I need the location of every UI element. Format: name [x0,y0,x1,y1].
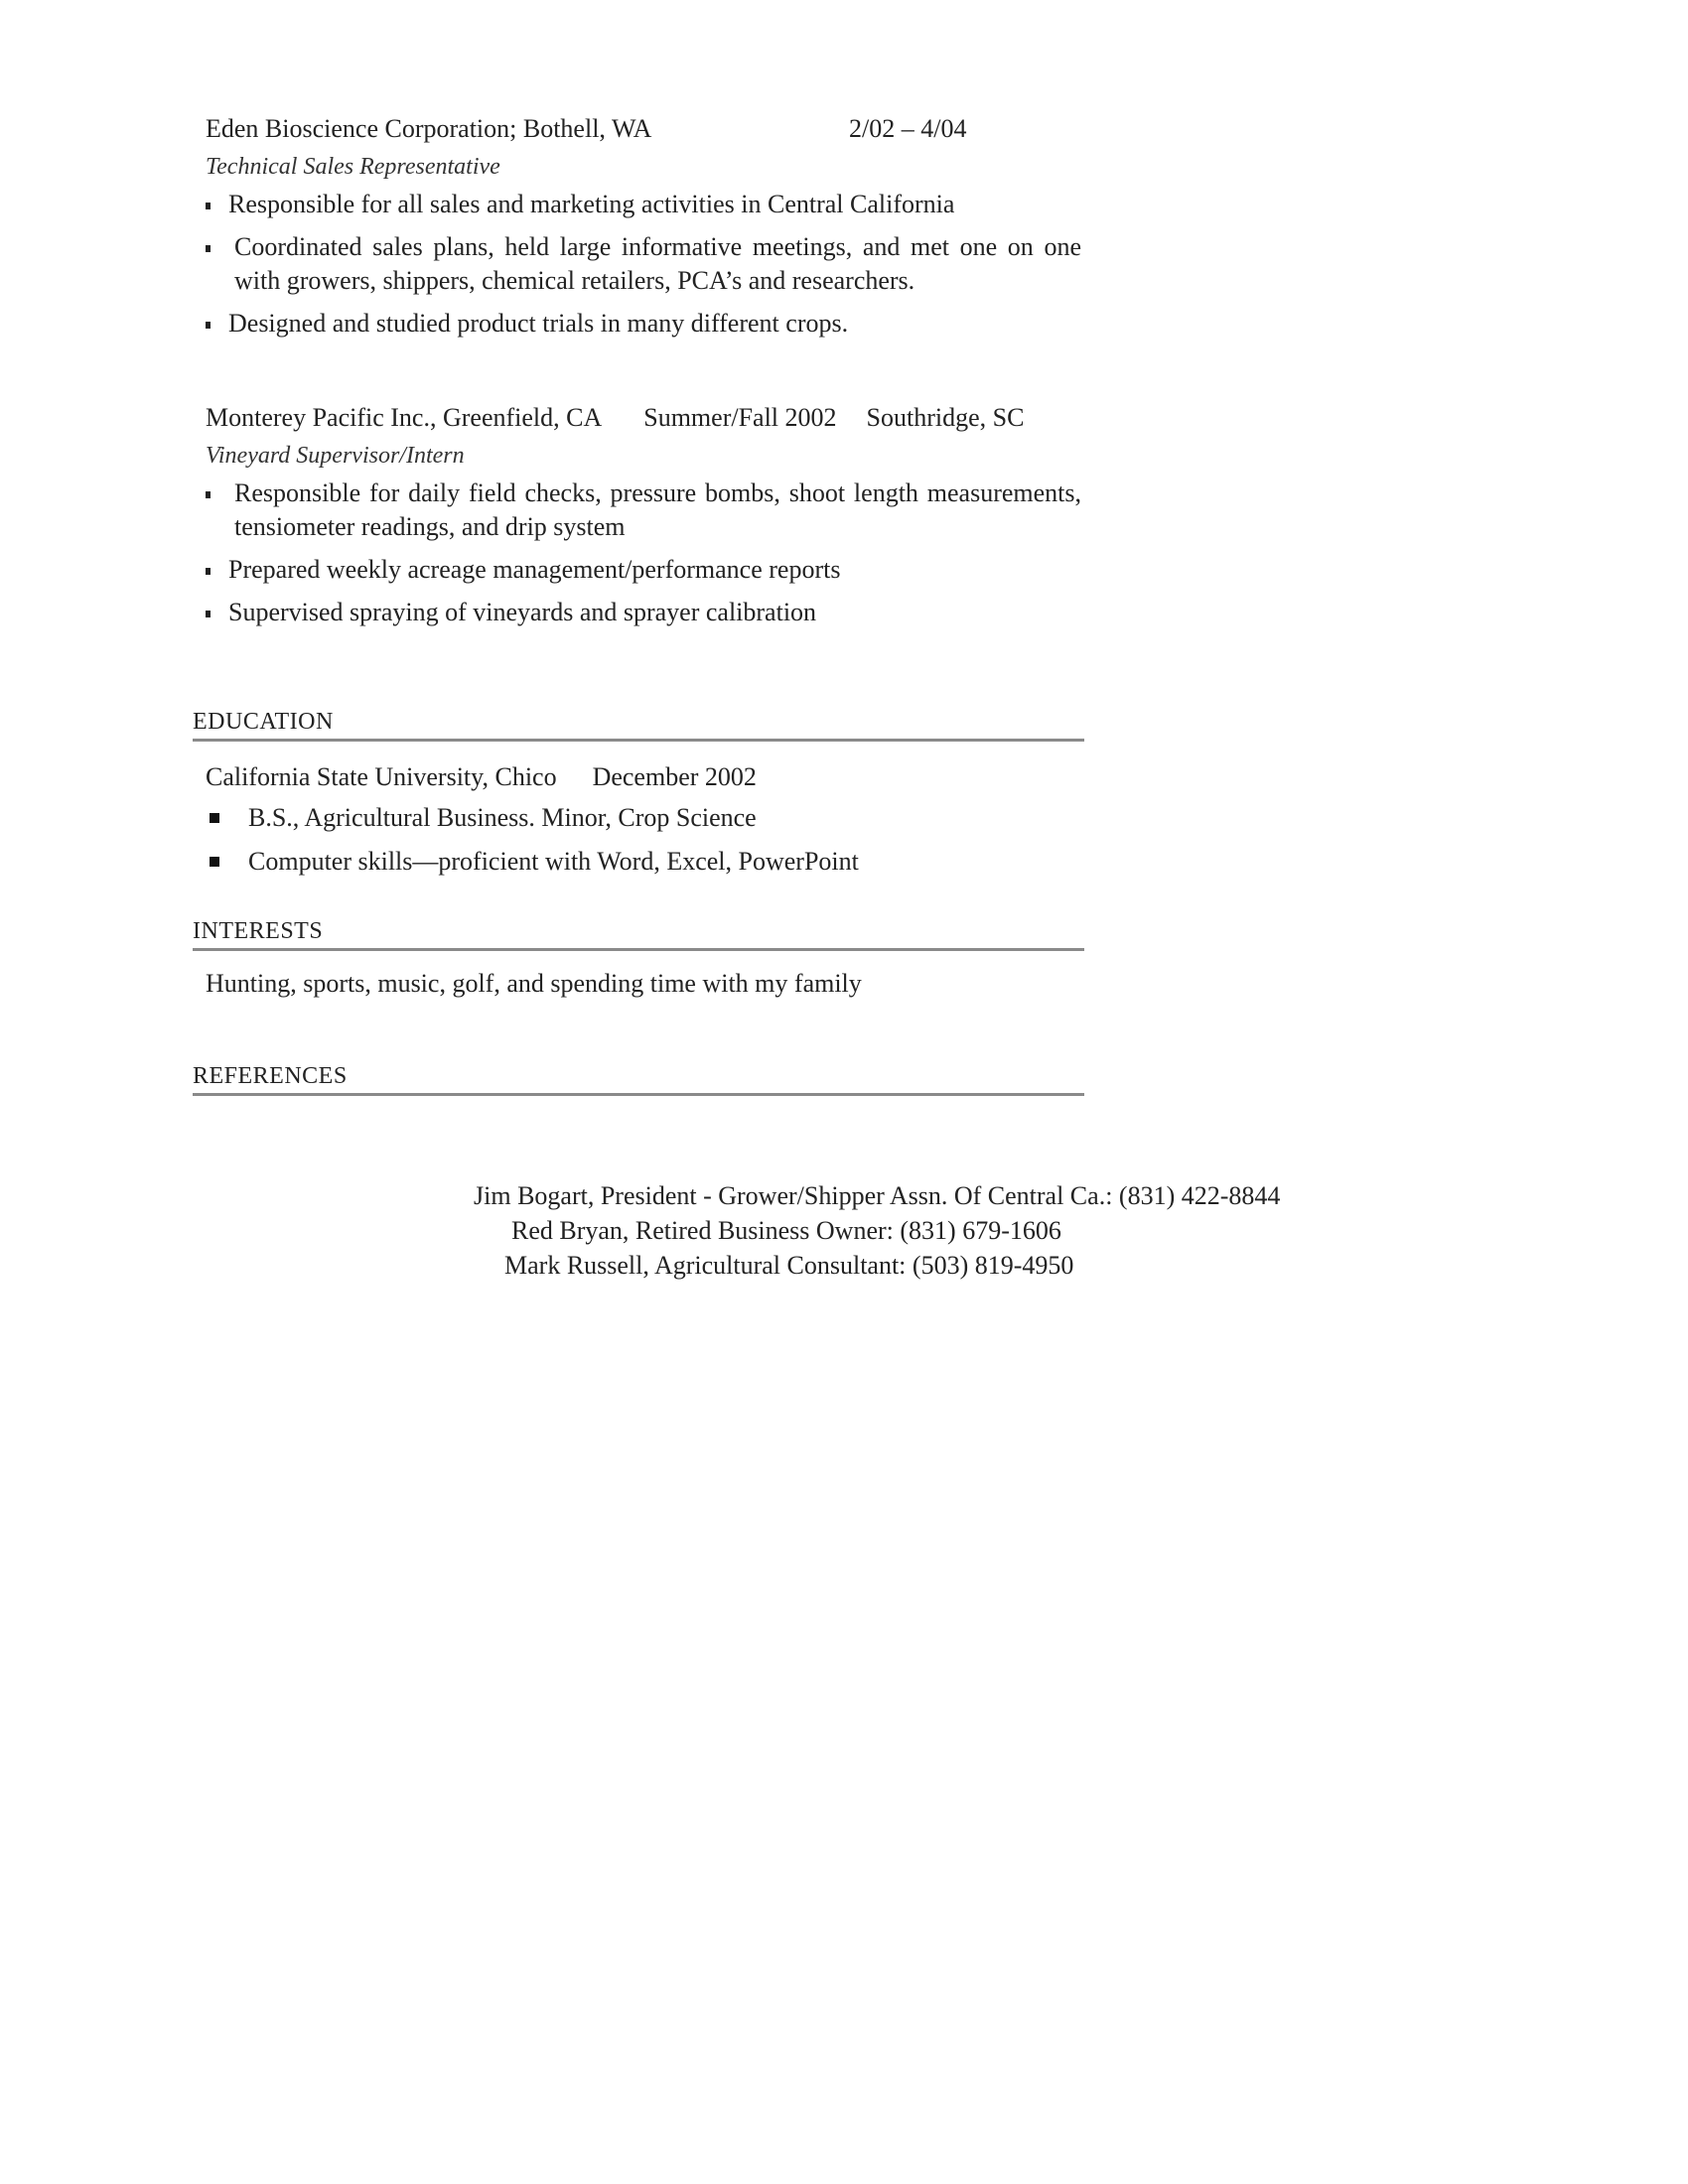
job-bullet-list [206,477,1081,629]
job-bullet-list [206,188,1081,341]
education-list [206,801,1059,888]
education-item [206,845,1059,879]
job-bullet [206,188,1081,221]
section-heading-references: REFERENCES [193,1061,1084,1096]
section-heading-education: EDUCATION [193,707,1084,742]
job-header [206,400,1081,435]
bullet-icon [206,245,211,252]
section-heading-interests: INTERESTS [193,916,1084,951]
job-title: Technical Sales Representative [206,154,500,180]
job-bullet [206,596,1081,629]
bullet-icon [206,611,211,617]
job-header [206,111,1081,146]
job-bullet-text: Responsible for all sales and marketing activities in Central California [228,190,955,218]
job-bullet-text: Prepared weekly acreage management/performance reports [228,555,841,584]
job-company: Eden Bioscience Corporation; Bothell, WA [206,114,652,143]
job-bullet-text: Designed and studied product trials in many different crops. [228,309,849,338]
job-bullet [206,477,1081,544]
bullet-icon [206,322,211,329]
bullet-icon [206,568,211,575]
square-bullet-icon [210,857,219,867]
job-bullet [206,307,1081,341]
education-school-line [206,760,757,794]
job-entry-eden [206,111,1081,349]
reference-item: Jim Bogart, President - Grower/Shipper Assn. Of Central Ca.: (831) 422-8844 [474,1181,1281,1210]
education-school: California State University, Chico [206,762,557,791]
job-bullet-text: Supervised spraying of vineyards and sprayer calibration [228,598,817,626]
reference-item: Red Bryan, Retired Business Owner: (831) 679-1606 [511,1216,1061,1245]
job-location: Southridge, SC [866,403,1025,432]
job-dates: 2/02 – 4/04 [849,114,967,143]
education-item-text: Computer skills—proficient with Word, Excel, PowerPoint [248,847,859,876]
education-item-text: B.S., Agricultural Business. Minor, Crop Science [248,803,757,832]
job-title: Vineyard Supervisor/Intern [206,443,465,469]
job-bullet-text: Coordinated sales plans, held large informative meetings, and met one on one with growers, shippers, chemical retailers, PCA’s and researchers. [234,232,1081,295]
job-bullet-text: Responsible for daily field checks, pressure bombs, shoot length measurements, tensiometer readings, and drip system [234,478,1081,541]
education-item [206,801,1059,835]
bullet-icon [206,491,211,498]
job-company: Monterey Pacific Inc., Greenfield, CA [206,403,603,432]
square-bullet-icon [210,813,219,823]
job-bullet [206,553,1081,587]
reference-item: Mark Russell, Agricultural Consultant: (503) 819-4950 [504,1251,1074,1280]
job-dates: Summer/Fall 2002 [643,403,837,432]
job-bullet [206,230,1081,298]
education-date: December 2002 [592,762,757,791]
job-entry-monterey [206,400,1081,638]
bullet-icon [206,203,211,209]
interests-text: Hunting, sports, music, golf, and spending time with my family [206,969,862,998]
